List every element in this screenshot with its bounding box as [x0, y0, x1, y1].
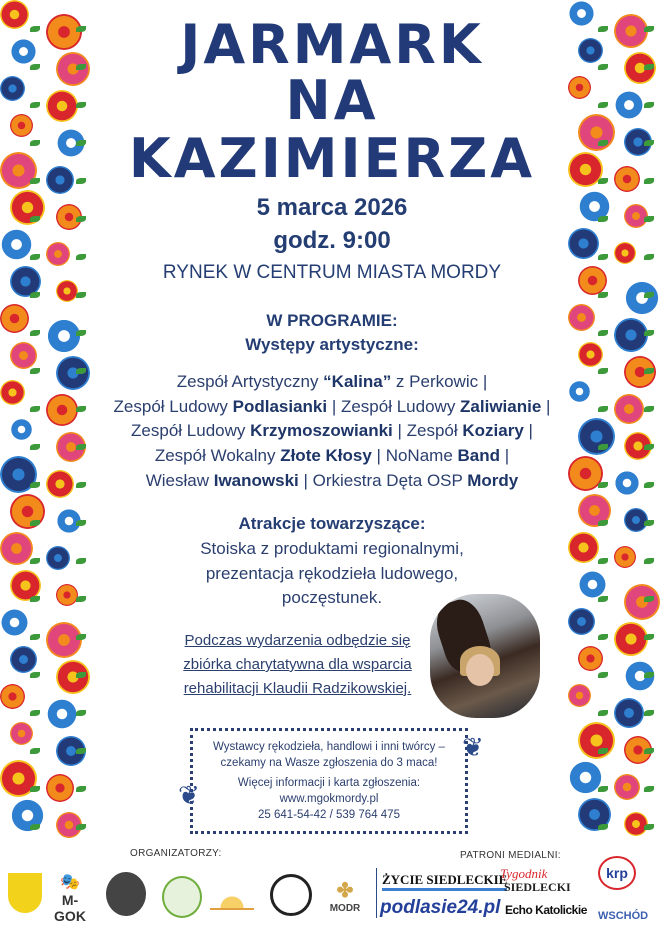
event-time: godz. 9:00: [273, 227, 391, 254]
folk-flower-icon: [568, 684, 591, 707]
tygodnik-logo: Tygodnik: [500, 866, 548, 881]
performers-line: [0, 419, 664, 444]
leaf-icon: [76, 748, 86, 754]
performers-list: [0, 370, 664, 494]
folk-flower-icon: [578, 722, 615, 759]
attractions-list: [0, 537, 664, 611]
performer-name: Iwanowski: [213, 470, 299, 490]
siedlecki-logo: SIEDLECKI: [504, 880, 571, 894]
leaf-icon: [76, 292, 86, 298]
leaf-icon: [598, 672, 608, 678]
leaf-icon: [598, 292, 608, 298]
folk-flower-icon: [568, 608, 595, 635]
performer-text: | NoName: [371, 446, 458, 466]
performer-text: |: [523, 421, 533, 441]
leaf-icon: [644, 824, 654, 830]
leaf-icon: [30, 786, 40, 792]
performers-line: [0, 444, 664, 469]
leaf-icon: [30, 292, 40, 298]
title-line-1: JARMARK: [180, 13, 484, 76]
photo-girl-with-horse: [430, 594, 540, 718]
folk-flower-icon: [614, 698, 644, 728]
leaf-icon: [76, 786, 86, 792]
folk-flower-icon: [614, 774, 640, 800]
performer-name: Krzymoszowianki: [250, 421, 393, 441]
folk-flower-icon: [46, 622, 82, 658]
divider: [376, 868, 377, 918]
performer-text: | Zespół: [392, 421, 463, 441]
performer-text: |: [500, 446, 510, 466]
wschod-logo: WSCHÓD: [598, 910, 649, 922]
performer-text: Zespół Ludowy: [113, 396, 233, 416]
leaf-icon: [644, 292, 654, 298]
modr-logo: ✤ MODR: [329, 880, 361, 914]
mordy-coat-of-arms-logo: [8, 873, 42, 913]
performers-line: [0, 395, 664, 420]
attraction-line: Stoiska z produktami regionalnymi,: [200, 539, 464, 558]
folk-flower-icon: [56, 660, 90, 694]
performer-name: “Kalina”: [323, 372, 392, 391]
folk-flower-icon: ❦: [178, 780, 200, 810]
leaf-icon: [598, 748, 608, 754]
leaf-icon: [30, 710, 40, 716]
title-line-3: KAZIMIERZA: [128, 127, 536, 190]
charity-line: rehabilitacji Klaudii Radzikowskiej.: [183, 680, 412, 697]
performer-name: Złote Kłosy: [280, 446, 372, 466]
program-subheading: Występy artystyczne:: [245, 335, 419, 354]
leaf-icon: [30, 824, 40, 830]
folk-flower-icon: [0, 608, 29, 637]
portrait-logo: [106, 872, 146, 916]
leaf-icon: [76, 634, 86, 640]
attractions-heading: Atrakcje towarzyszące:: [238, 514, 426, 533]
media-patrons-label: PATRONI MEDIALNI:: [460, 850, 561, 861]
zycie-siedleckie-logo: ŻYCIE SIEDLECKIE: [382, 872, 507, 891]
mgok-logo: 🎭 M-GOK: [54, 874, 86, 924]
charity-line: zbiórka charytatywna dla wsparcia: [183, 656, 412, 673]
leaf-icon: [644, 786, 654, 792]
program-heading: W PROGRAMIE:: [266, 311, 398, 330]
website-link[interactable]: www.mgokmordy.pl: [279, 793, 379, 805]
leaf-icon: [30, 672, 40, 678]
event-place: RYNEK W CENTRUM MIASTA MORDY: [162, 262, 502, 283]
performer-text: | Zespół Ludowy: [327, 396, 461, 416]
handshake-logo: [270, 874, 312, 916]
leaf-icon: [644, 672, 654, 678]
title-line-2: NA: [285, 69, 379, 132]
leaf-icon: [644, 710, 654, 716]
performer-text: Wiesław: [145, 470, 214, 490]
performer-text: | Orkiestra Dęta OSP: [298, 470, 468, 490]
podlasie24-logo: podlasie24.pl: [380, 897, 501, 918]
charity-line: Podczas wydarzenia odbędzie się: [184, 632, 411, 649]
charity-note: [150, 629, 445, 701]
phone-numbers: 25 641-54-42 / 539 764 475: [258, 809, 400, 821]
leaf-icon: [598, 634, 608, 640]
folk-flower-icon: [46, 698, 78, 730]
performers-line: [0, 469, 664, 494]
attraction-line: poczęstunek.: [281, 588, 383, 608]
leaf-icon: [76, 824, 86, 830]
folk-flower-icon: ❦: [462, 732, 484, 762]
exhibitors-info-box: [190, 728, 468, 834]
performer-text: Zespół Wokalny: [154, 446, 281, 466]
performers-line: [0, 370, 664, 395]
leaf-icon: [30, 748, 40, 754]
attraction-line: prezentacja rękodzieła ludowego,: [205, 563, 459, 583]
folk-flower-icon: [10, 646, 37, 673]
info-line: czekamy na Wasze zgłoszenia do 3 maca!: [220, 757, 438, 769]
leaf-logo: [162, 876, 202, 918]
performer-name: Podlasianki: [232, 396, 328, 416]
leaf-icon: [598, 786, 608, 792]
folk-flower-icon: [46, 774, 74, 802]
performer-name: Zaliwianie: [460, 396, 542, 416]
performer-name: Mordy: [467, 470, 519, 490]
performer-text: z Perkowic |: [391, 372, 488, 391]
leaf-icon: [76, 710, 86, 716]
organizers-label: ORGANIZATORZY:: [130, 848, 222, 859]
library-logo: [210, 878, 254, 910]
performer-name: Band: [457, 446, 500, 466]
leaf-icon: [76, 672, 86, 678]
performer-text: |: [541, 396, 551, 416]
leaf-icon: [30, 634, 40, 640]
folk-flower-icon: [614, 622, 648, 656]
leaf-icon: [644, 634, 654, 640]
performer-text: Zespół Artystyczny: [176, 372, 324, 391]
info-more: Więcej informacji i karta zgłoszenia:: [237, 777, 421, 789]
leaf-icon: [644, 748, 654, 754]
folk-flower-icon: [578, 646, 603, 671]
info-line: Wystawcy rękodzieła, handlowi i inni twórcy –: [213, 741, 445, 753]
folk-flower-icon: [0, 684, 25, 709]
performer-text: Zespół Ludowy: [131, 421, 251, 441]
echo-katolickie-logo: Echo Katolickie: [505, 903, 587, 917]
leaf-icon: [598, 710, 608, 716]
krp-logo: krp: [598, 856, 636, 890]
event-date: 5 marca 2026: [256, 194, 408, 221]
leaf-icon: [598, 824, 608, 830]
performer-name: Koziary: [462, 421, 524, 441]
folk-flower-icon: [10, 722, 33, 745]
